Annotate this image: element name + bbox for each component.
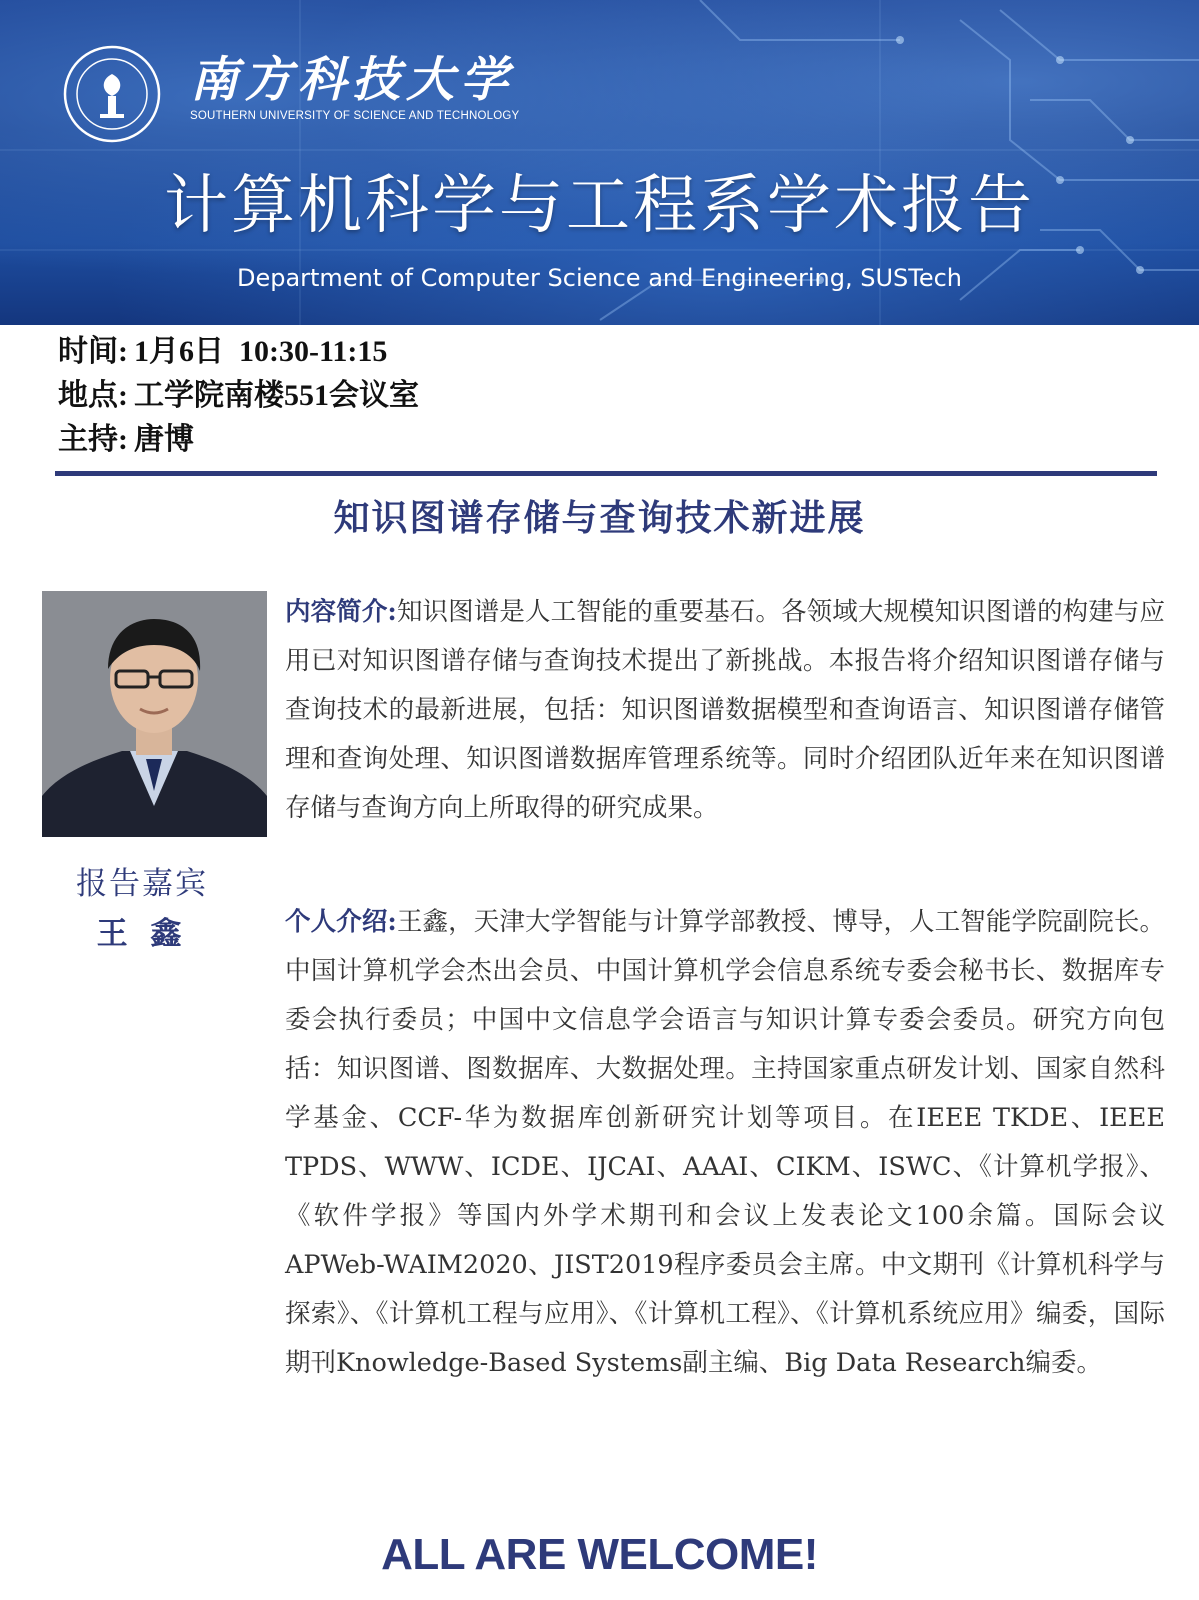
- host-value: 唐博: [134, 423, 194, 456]
- event-meta: [58, 330, 419, 462]
- speaker-photo: [42, 591, 267, 837]
- place-value: 工学院南楼551会议室: [134, 379, 419, 412]
- place-label: 地点:: [58, 379, 128, 412]
- university-logo-text: [190, 52, 519, 122]
- speaker-bio: [285, 898, 1165, 1388]
- welcome-banner: ALL ARE WELCOME!: [381, 1530, 818, 1579]
- event-title-cn: 计算机科学与工程系学术报告: [164, 169, 1035, 243]
- bio-heading: 个人介绍:: [285, 907, 397, 937]
- event-title-en: Department of Computer Science and Engineering, SUSTech: [236, 264, 963, 292]
- university-name-en: SOUTHERN UNIVERSITY OF SCIENCE AND TECHNOLOGY: [190, 110, 520, 122]
- talk-title: 知识图谱存储与查询技术新进展: [333, 498, 866, 539]
- abstract-heading: 内容简介:: [285, 597, 397, 627]
- talk-abstract: [285, 588, 1165, 833]
- university-name-cn: 南方科技大学: [190, 52, 515, 108]
- time-label: 时间:: [58, 335, 128, 368]
- time-value: 1月6日 10:30-11:15: [134, 335, 388, 368]
- speaker-name: 王 鑫: [96, 916, 188, 952]
- time-line: [58, 330, 419, 374]
- host-label: 主持:: [58, 423, 128, 456]
- speaker-role: 报告嘉宾: [76, 866, 208, 902]
- abstract-text: 知识图谱是人工智能的重要基石。各领域大规模知识图谱的构建与应用已对知识图谱存储与查询技术提出了新挑战。本报告将介绍知识图谱存储与查询技术的最新进展，包括：知识图谱数据模型和查询语言、知识图谱存储管理和查询处理、知识图谱数据库管理系统等。同时介绍团队近年来在知识图谱存储与查询方向上所取得的研究成果。: [285, 597, 1165, 823]
- host-line: [58, 418, 419, 462]
- speaker-portrait-image: [42, 591, 267, 837]
- place-line: [58, 374, 419, 418]
- university-seal-logo: [62, 44, 162, 144]
- section-divider: [55, 471, 1157, 476]
- header-banner: [0, 0, 1199, 325]
- bio-text: 王鑫，天津大学智能与计算学部教授、博导，人工智能学院副院长。中国计算机学会杰出会员、中国计算机学会信息系统专委会秘书长、数据库专委会执行委员；中国中文信息学会语言与知识计算专委会委员。研究方向包括：知识图谱、图数据库、大数据处理。主持国家重点研发计划、国家自然科学基金、CCF-华为数据库创新研究计划等项目。在IEEE TKDE、IEEE TPDS、WWW、ICDE、IJCAI、AAAI、CIKM、ISWC、《计算机学报》、《软件学报》等国内外学术期刊和会议上发表论文100余篇。国际会议APWeb-WAIM2020、JIST2019程序委员会主席。中文期刊《计算机科学与探索》、《计算机工程与应用》、《计算机工程》、《计算机系统应用》编委，国际期刊Knowledge-Based Systems副主编、Big Data Research编委。: [285, 907, 1165, 1378]
